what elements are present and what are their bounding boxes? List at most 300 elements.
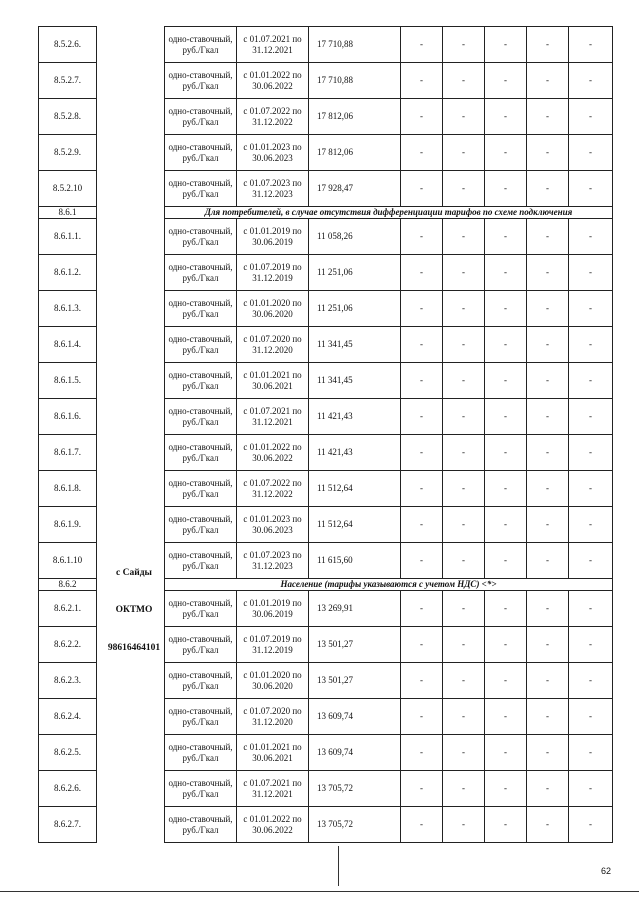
row-number: 8.6.2.1. [39, 591, 97, 627]
dash-cell: - [401, 699, 443, 735]
period [237, 327, 309, 363]
period-end: 31.12.2022 [252, 488, 293, 499]
period-start: с 01.01.2022 по [243, 813, 302, 824]
dash-cell: - [443, 171, 485, 207]
period-end: 31.12.2019 [252, 272, 293, 283]
dash-cell: - [485, 435, 527, 471]
dash-cell: - [485, 219, 527, 255]
org-name: с Сайды [116, 568, 152, 578]
row-number: 8.6.2.2. [39, 627, 97, 663]
dash-cell: - [485, 735, 527, 771]
tariff-value: 11 512,64 [309, 507, 401, 543]
row-number: 8.5.2.6. [39, 27, 97, 63]
dash-cell: - [485, 99, 527, 135]
period-start: с 01.01.2021 по [243, 369, 302, 380]
dash-cell: - [527, 27, 569, 63]
org-column-cell [97, 255, 165, 291]
row-number: 8.6.1.3. [39, 291, 97, 327]
row-number: 8.6.1.10 [39, 543, 97, 579]
org-column-cell [97, 435, 165, 471]
rate-line: одно-ставочный, [168, 549, 233, 560]
dash-cell: - [401, 27, 443, 63]
period-start: с 01.01.2021 по [243, 741, 302, 752]
dash-cell: - [443, 543, 485, 579]
table-row [39, 363, 613, 399]
org-column-cell [97, 735, 165, 771]
dash-cell: - [443, 135, 485, 171]
period [237, 27, 309, 63]
rate-type [165, 591, 237, 627]
tariff-value: 11 421,43 [309, 399, 401, 435]
dash-cell: - [401, 471, 443, 507]
dash-cell: - [443, 591, 485, 627]
org-column-cell [97, 579, 165, 591]
period-end: 30.06.2023 [252, 152, 293, 163]
row-number: 8.5.2.10 [39, 171, 97, 207]
org-column-cell [97, 171, 165, 207]
dash-cell: - [569, 219, 613, 255]
tariff-table-body [39, 27, 613, 843]
rate-unit: руб./Гкал [182, 152, 219, 163]
dash-cell: - [527, 291, 569, 327]
period-end: 31.12.2020 [252, 716, 293, 727]
dash-cell: - [443, 363, 485, 399]
org-column-cell [97, 327, 165, 363]
row-number: 8.6.1.6. [39, 399, 97, 435]
dash-cell: - [401, 135, 443, 171]
table-row [39, 171, 613, 207]
row-number: 8.6.2.5. [39, 735, 97, 771]
dash-cell: - [443, 99, 485, 135]
rate-type [165, 255, 237, 291]
rate-line: одно-ставочный, [168, 369, 233, 380]
period-start: с 01.07.2021 по [243, 405, 302, 416]
period-end: 30.06.2021 [252, 752, 293, 763]
period-end: 31.12.2022 [252, 116, 293, 127]
dash-cell: - [527, 435, 569, 471]
period-end: 31.12.2021 [252, 788, 293, 799]
rate-type [165, 363, 237, 399]
rate-line: одно-ставочный, [168, 477, 233, 488]
dash-cell: - [569, 435, 613, 471]
rate-type [165, 219, 237, 255]
dash-cell: - [485, 699, 527, 735]
period [237, 63, 309, 99]
rate-type [165, 63, 237, 99]
period-start: с 01.01.2022 по [243, 441, 302, 452]
dash-cell: - [401, 99, 443, 135]
dash-cell: - [443, 291, 485, 327]
rate-type [165, 771, 237, 807]
rate-type [165, 27, 237, 63]
period-start: с 01.07.2019 по [243, 633, 302, 644]
dash-cell: - [485, 27, 527, 63]
period [237, 735, 309, 771]
rate-type [165, 399, 237, 435]
rate-unit: руб./Гкал [182, 752, 219, 763]
dash-cell: - [569, 327, 613, 363]
dash-cell: - [569, 663, 613, 699]
rate-type [165, 327, 237, 363]
dash-cell: - [569, 627, 613, 663]
row-number: 8.6.2.3. [39, 663, 97, 699]
dash-cell: - [401, 663, 443, 699]
dash-cell: - [527, 735, 569, 771]
period [237, 699, 309, 735]
org-column-cell [97, 63, 165, 99]
rate-type [165, 627, 237, 663]
dash-cell: - [527, 771, 569, 807]
period-end: 30.06.2022 [252, 824, 293, 835]
org-column-cell [97, 699, 165, 735]
rate-line: одно-ставочный, [168, 261, 233, 272]
dash-cell: - [485, 543, 527, 579]
table-row [39, 807, 613, 843]
tariff-value: 11 421,43 [309, 435, 401, 471]
tariff-value: 11 512,64 [309, 471, 401, 507]
dash-cell: - [485, 399, 527, 435]
row-number: 8.5.2.8. [39, 99, 97, 135]
rate-unit: руб./Гкал [182, 416, 219, 427]
tariff-value: 13 705,72 [309, 807, 401, 843]
tariff-value: 11 058,26 [309, 219, 401, 255]
dash-cell: - [527, 363, 569, 399]
period-end: 31.12.2021 [252, 416, 293, 427]
tariff-table [38, 26, 613, 843]
tariff-value: 11 341,45 [309, 363, 401, 399]
rate-unit: руб./Гкал [182, 344, 219, 355]
period-start: с 01.07.2021 по [243, 33, 302, 44]
row-number: 8.5.2.9. [39, 135, 97, 171]
rate-type [165, 99, 237, 135]
rate-unit: руб./Гкал [182, 608, 219, 619]
period [237, 507, 309, 543]
period [237, 255, 309, 291]
row-number: 8.6.1.5. [39, 363, 97, 399]
period [237, 219, 309, 255]
dash-cell: - [527, 543, 569, 579]
period-start: с 01.07.2022 по [243, 477, 302, 488]
dash-cell: - [527, 471, 569, 507]
table-row [39, 219, 613, 255]
table-row [39, 255, 613, 291]
tariff-value: 11 615,60 [309, 543, 401, 579]
dash-cell: - [401, 507, 443, 543]
rate-line: одно-ставочный, [168, 741, 233, 752]
dash-cell: - [485, 507, 527, 543]
rate-unit: руб./Гкал [182, 308, 219, 319]
rate-type [165, 663, 237, 699]
dash-cell: - [569, 171, 613, 207]
org-column-cell [97, 363, 165, 399]
period [237, 807, 309, 843]
rate-line: одно-ставочный, [168, 633, 233, 644]
dash-cell: - [443, 663, 485, 699]
period-start: с 01.07.2020 по [243, 705, 302, 716]
dash-cell: - [443, 63, 485, 99]
period [237, 363, 309, 399]
dash-cell: - [401, 591, 443, 627]
dash-cell: - [443, 471, 485, 507]
rate-line: одно-ставочный, [168, 297, 233, 308]
rate-line: одно-ставочный, [168, 105, 233, 116]
period-end: 31.12.2023 [252, 188, 293, 199]
rate-line: одно-ставочный, [168, 333, 233, 344]
dash-cell: - [527, 255, 569, 291]
row-number: 8.6.2.4. [39, 699, 97, 735]
dash-cell: - [569, 807, 613, 843]
tariff-value: 11 251,06 [309, 255, 401, 291]
tariff-value: 17 928,47 [309, 171, 401, 207]
rate-line: одно-ставочный, [168, 669, 233, 680]
dash-cell: - [485, 591, 527, 627]
dash-cell: - [527, 327, 569, 363]
dash-cell: - [569, 735, 613, 771]
dash-cell: - [485, 291, 527, 327]
rate-line: одно-ставочный, [168, 777, 233, 788]
dash-cell: - [485, 255, 527, 291]
table-row [39, 399, 613, 435]
period-end: 30.06.2019 [252, 236, 293, 247]
org-column-cell [97, 507, 165, 543]
rate-line: одно-ставочный, [168, 33, 233, 44]
dash-cell: - [485, 471, 527, 507]
rate-unit: руб./Гкал [182, 788, 219, 799]
table-row [39, 699, 613, 735]
dash-cell: - [527, 663, 569, 699]
dash-cell: - [569, 63, 613, 99]
rate-unit: руб./Гкал [182, 116, 219, 127]
dash-cell: - [443, 27, 485, 63]
period [237, 399, 309, 435]
dash-cell: - [485, 327, 527, 363]
page-number: 62 [600, 866, 611, 876]
rate-unit: руб./Гкал [182, 524, 219, 535]
rate-type [165, 507, 237, 543]
dash-cell: - [527, 63, 569, 99]
rate-type [165, 735, 237, 771]
table-row [39, 27, 613, 63]
section-number: 8.6.1 [39, 207, 97, 219]
rate-line: одно-ставочный, [168, 225, 233, 236]
tariff-value: 17 812,06 [309, 135, 401, 171]
rate-line: одно-ставочный, [168, 813, 233, 824]
rate-unit: руб./Гкал [182, 380, 219, 391]
period-start: с 01.07.2023 по [243, 549, 302, 560]
section-title: Для потребителей, в случае отсутствия дифференциации тарифов по схеме подключения [165, 207, 613, 219]
dash-cell: - [485, 807, 527, 843]
org-column-cell [97, 771, 165, 807]
dash-cell: - [569, 543, 613, 579]
period-start: с 01.07.2021 по [243, 777, 302, 788]
row-number: 8.6.1.8. [39, 471, 97, 507]
period [237, 99, 309, 135]
dash-cell: - [527, 171, 569, 207]
period-start: с 01.01.2020 по [243, 297, 302, 308]
dash-cell: - [569, 399, 613, 435]
rate-line: одно-ставочный, [168, 705, 233, 716]
rate-line: одно-ставочный, [168, 441, 233, 452]
dash-cell: - [401, 327, 443, 363]
period-start: с 01.07.2019 по [243, 261, 302, 272]
section-title: Население (тарифы указываются с учетом НДС) <*> [165, 579, 613, 591]
dash-cell: - [527, 807, 569, 843]
dash-cell: - [569, 363, 613, 399]
dash-cell: - [569, 135, 613, 171]
dash-cell: - [485, 363, 527, 399]
dash-cell: - [443, 771, 485, 807]
dash-cell: - [401, 219, 443, 255]
dash-cell: - [485, 135, 527, 171]
dash-cell: - [443, 699, 485, 735]
rate-unit: руб./Гкал [182, 236, 219, 247]
dash-cell: - [401, 291, 443, 327]
org-column-cell [97, 399, 165, 435]
rate-type [165, 543, 237, 579]
dash-cell: - [485, 663, 527, 699]
period [237, 771, 309, 807]
rate-unit: руб./Гкал [182, 560, 219, 571]
dash-cell: - [401, 771, 443, 807]
rate-type [165, 291, 237, 327]
dash-cell: - [527, 591, 569, 627]
period-end: 30.06.2022 [252, 80, 293, 91]
tariff-value: 11 341,45 [309, 327, 401, 363]
oktmo-code: 98616464101 [107, 643, 161, 653]
dash-cell: - [443, 627, 485, 663]
rate-unit: руб./Гкал [182, 272, 219, 283]
section-header-row [39, 579, 613, 591]
row-number: 8.6.2.6. [39, 771, 97, 807]
dash-cell: - [443, 255, 485, 291]
period [237, 663, 309, 699]
tariff-value: 13 501,27 [309, 663, 401, 699]
period-start: с 01.01.2019 по [243, 597, 302, 608]
rate-type [165, 471, 237, 507]
rate-line: одно-ставочный, [168, 177, 233, 188]
period-start: с 01.01.2022 по [243, 69, 302, 80]
tariff-value: 13 609,74 [309, 735, 401, 771]
period [237, 543, 309, 579]
period-end: 31.12.2020 [252, 344, 293, 355]
period-start: с 01.07.2023 по [243, 177, 302, 188]
dash-cell: - [401, 435, 443, 471]
period-end: 30.06.2020 [252, 680, 293, 691]
period [237, 291, 309, 327]
rate-unit: руб./Гкал [182, 644, 219, 655]
period-end: 31.12.2021 [252, 44, 293, 55]
tariff-value: 17 710,88 [309, 63, 401, 99]
table-row [39, 291, 613, 327]
org-column-cell [97, 807, 165, 843]
dash-cell: - [443, 219, 485, 255]
dash-cell: - [527, 507, 569, 543]
period-end: 30.06.2022 [252, 452, 293, 463]
dash-cell: - [401, 735, 443, 771]
rate-unit: руб./Гкал [182, 188, 219, 199]
table-row [39, 99, 613, 135]
period-start: с 01.01.2019 по [243, 225, 302, 236]
org-column-cell [97, 471, 165, 507]
period-start: с 01.01.2023 по [243, 141, 302, 152]
dash-cell: - [401, 543, 443, 579]
dash-cell: - [569, 507, 613, 543]
rate-unit: руб./Гкал [182, 680, 219, 691]
period [237, 135, 309, 171]
dash-cell: - [443, 327, 485, 363]
table-row [39, 63, 613, 99]
dash-cell: - [485, 627, 527, 663]
period-end: 30.06.2020 [252, 308, 293, 319]
rate-line: одно-ставочный, [168, 141, 233, 152]
org-column-cell [97, 219, 165, 255]
dash-cell: - [569, 291, 613, 327]
dash-cell: - [569, 591, 613, 627]
period-end: 30.06.2019 [252, 608, 293, 619]
rate-type [165, 807, 237, 843]
dash-cell: - [443, 807, 485, 843]
dash-cell: - [443, 435, 485, 471]
org-column-cell [97, 27, 165, 63]
dash-cell: - [485, 63, 527, 99]
period-end: 31.12.2019 [252, 644, 293, 655]
rate-line: одно-ставочный, [168, 405, 233, 416]
row-number: 8.6.1.1. [39, 219, 97, 255]
dash-cell: - [443, 399, 485, 435]
dash-cell: - [443, 735, 485, 771]
row-number: 8.6.2.7. [39, 807, 97, 843]
rate-type [165, 699, 237, 735]
dash-cell: - [527, 219, 569, 255]
tariff-value: 13 501,27 [309, 627, 401, 663]
rate-type [165, 135, 237, 171]
dash-cell: - [527, 399, 569, 435]
table-row [39, 507, 613, 543]
rate-type [165, 171, 237, 207]
dash-cell: - [527, 627, 569, 663]
dash-cell: - [443, 507, 485, 543]
period [237, 471, 309, 507]
dash-cell: - [401, 171, 443, 207]
dash-cell: - [527, 699, 569, 735]
period-end: 31.12.2023 [252, 560, 293, 571]
table-row [39, 663, 613, 699]
tariff-value: 17 812,06 [309, 99, 401, 135]
rate-type [165, 435, 237, 471]
section-header-row [39, 207, 613, 219]
org-column-cell [97, 99, 165, 135]
dash-cell: - [401, 363, 443, 399]
row-number: 8.6.1.9. [39, 507, 97, 543]
table-row [39, 771, 613, 807]
rate-unit: руб./Гкал [182, 44, 219, 55]
rate-line: одно-ставочный, [168, 597, 233, 608]
rate-unit: руб./Гкал [182, 716, 219, 727]
dash-cell: - [401, 399, 443, 435]
rate-unit: руб./Гкал [182, 824, 219, 835]
tariff-value: 17 710,88 [309, 27, 401, 63]
dash-cell: - [527, 99, 569, 135]
dash-cell: - [401, 255, 443, 291]
period [237, 171, 309, 207]
row-number: 8.6.1.2. [39, 255, 97, 291]
table-row [39, 327, 613, 363]
dash-cell: - [401, 807, 443, 843]
dash-cell: - [569, 771, 613, 807]
org-column-cell [97, 291, 165, 327]
period-end: 30.06.2021 [252, 380, 293, 391]
dash-cell: - [401, 627, 443, 663]
